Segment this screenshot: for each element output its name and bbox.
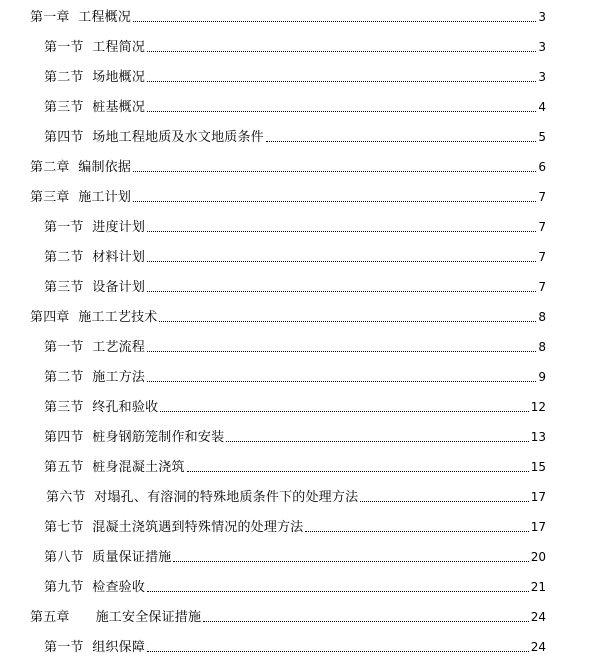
toc-entry-title: 第一节 进度计划 [44,220,146,235]
toc-section-1-3[interactable] [0,96,590,118]
toc-section-4-6[interactable] [0,486,590,508]
toc-entry-title: 第四章 施工工艺技术 [30,310,158,325]
toc-section-3-3[interactable] [0,276,590,298]
toc-page-number: 15 [530,460,546,474]
toc-page-number: 3 [538,70,546,84]
toc-entry-title: 第二节 施工方法 [44,370,146,385]
toc-entry-title: 第四节 场地工程地质及水文地质条件 [44,130,264,145]
toc-page-number: 3 [538,40,546,54]
toc-section-4-3[interactable] [0,396,590,418]
dot-leader [360,486,528,502]
dot-leader [187,456,529,472]
toc-section-1-4[interactable] [0,126,590,148]
toc-section-3-1[interactable] [0,216,590,238]
toc-entry-title: 第一节 工程简况 [44,40,146,55]
dot-leader [226,426,528,442]
dot-leader [147,246,536,262]
toc-section-4-8[interactable] [0,546,590,568]
dot-leader [173,546,528,562]
toc-entry-title: 第五节 桩身混凝土浇筑 [44,460,185,475]
toc-page-number: 13 [530,430,546,444]
toc-entry-title: 第五章 施工安全保证措施 [30,610,202,625]
toc-chapter-1[interactable] [0,6,590,28]
toc-page-number: 6 [538,160,546,174]
toc-page-number: 17 [530,490,546,504]
toc-page-number: 9 [538,370,546,384]
toc-page-number: 7 [538,220,546,234]
toc-entry-title: 第一章 工程概况 [30,10,132,25]
toc-section-4-2[interactable] [0,366,590,388]
dot-leader [203,606,529,622]
dot-leader [160,396,528,412]
dot-leader [266,126,536,142]
toc-section-4-7[interactable] [0,516,590,538]
toc-page-number: 8 [538,340,546,354]
toc-page-number: 17 [530,520,546,534]
dot-leader [147,366,536,382]
toc-entry-title: 第三节 终孔和验收 [44,400,159,415]
dot-leader [147,276,536,292]
toc-entry-title: 第二章 编制依据 [30,160,132,175]
dot-leader [133,186,536,202]
dot-leader [133,156,536,172]
toc-page-number: 3 [538,10,546,24]
toc-section-3-2[interactable] [0,246,590,268]
toc-page-number: 12 [530,400,546,414]
toc-page-number: 21 [530,580,546,594]
toc-entry-title: 第一节 组织保障 [44,640,146,655]
dot-leader [147,216,536,232]
toc-entry-title: 第三节 设备计划 [44,280,146,295]
toc-section-4-5[interactable] [0,456,590,478]
toc-page-number: 7 [538,280,546,294]
toc-entry-title: 第二节 材料计划 [44,250,146,265]
toc-chapter-4[interactable] [0,306,590,328]
toc-page-number: 4 [538,100,546,114]
toc-entry-title: 第八节 质量保证措施 [44,550,172,565]
toc-entry-title: 第九节 检查验收 [44,580,146,595]
toc-section-1-1[interactable] [0,36,590,58]
toc-section-1-2[interactable] [0,66,590,88]
dot-leader [147,96,536,112]
dot-leader [159,306,536,322]
dot-leader [147,576,529,592]
toc-section-4-9[interactable] [0,576,590,598]
toc-section-4-1[interactable] [0,336,590,358]
dot-leader [147,636,529,652]
toc-page-number: 7 [538,250,546,264]
toc-entry-title: 第三章 施工计划 [30,190,132,205]
toc-page-number: 5 [538,130,546,144]
toc-entry-title: 第一节 工艺流程 [44,340,146,355]
toc-chapter-5[interactable] [0,606,590,628]
toc-section-5-1[interactable] [0,636,590,658]
toc-chapter-3[interactable] [0,186,590,208]
dot-leader [147,36,536,52]
toc-section-4-4[interactable] [0,426,590,448]
dot-leader [133,6,536,22]
toc-entry-title: 第六节 对塌孔、有溶洞的特殊地质条件下的处理方法 [46,490,359,505]
dot-leader [147,66,536,82]
toc-page-number: 24 [530,610,546,624]
toc-entry-title: 第三节 桩基概况 [44,100,146,115]
toc-entry-title: 第七节 混凝土浇筑遇到特殊情况的处理方法 [44,520,304,535]
dot-leader [147,336,536,352]
toc-page-number: 20 [530,550,546,564]
toc-entry-title: 第二节 场地概况 [44,70,146,85]
toc-page-number: 8 [538,310,546,324]
toc-entry-title: 第四节 桩身钢筋笼制作和安装 [44,430,225,445]
toc-page-number: 24 [530,640,546,654]
dot-leader [305,516,528,532]
toc-page-number: 7 [538,190,546,204]
toc-chapter-2[interactable] [0,156,590,178]
